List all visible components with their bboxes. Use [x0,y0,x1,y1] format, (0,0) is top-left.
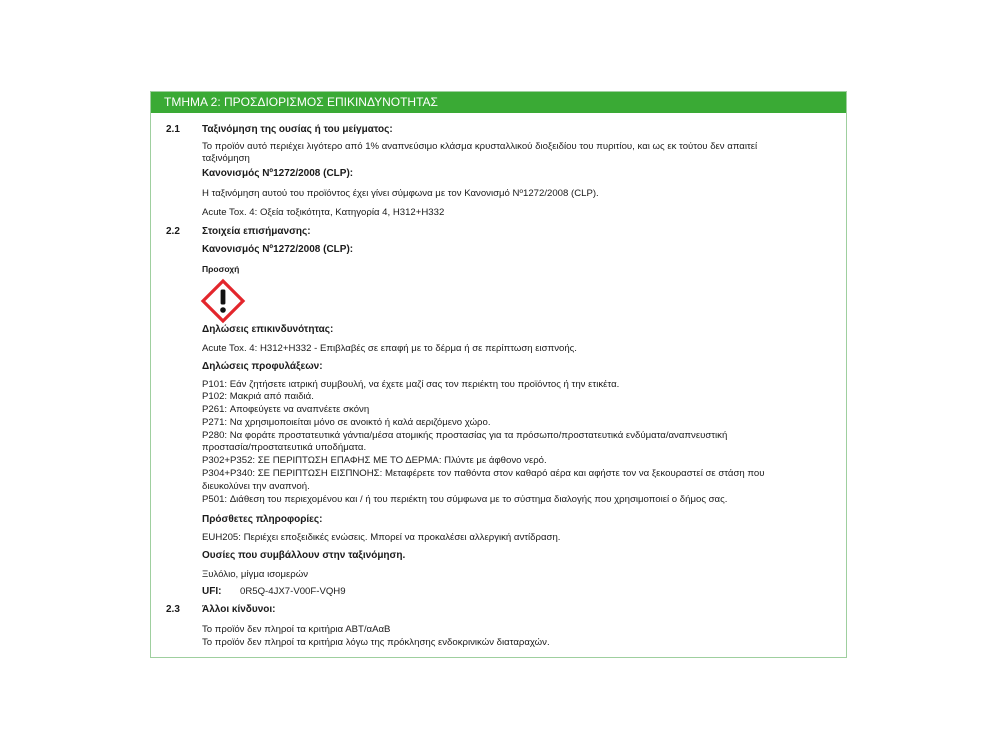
section-number-2-2: 2.2 [166,226,180,237]
section-number-2-1: 2.1 [166,124,180,135]
sds-section-2 [150,91,847,658]
precaution-p280-cont: προστασία/προστατευτικά υποδήματα. [202,442,367,453]
precaution-p261: P261: Αποφεύγετε να αναπνέετε σκόνη [202,404,370,415]
classification-text-line2: ταξινόμηση [202,153,250,164]
clp-heading-2-2: Κανονισμός Nº1272/2008 (CLP): [202,244,354,255]
precaution-p501: P501: Διάθεση του περιεχομένου και / ή του περιέκτη του σύμφωνα με το σύστημα διαλογής που χρησιμοποιεί ο δήμος σας. [202,494,728,505]
precaution-p302-p352: P302+P352: ΣΕ ΠΕΡΙΠΤΩΣΗ ΕΠΑΦΗΣ ΜΕ ΤΟ ΔΕΡΜΑ: Πλύντε με άφθονο νερό. [202,455,547,466]
classification-heading: Ταξινόμηση της ουσίας ή του μείγματος: [202,124,393,135]
contributing-substances-heading: Ουσίες που συμβάλλουν στην ταξινόμηση. [202,550,406,561]
other-hazards-line1: Το προϊόν δεν πληροί τα κριτήρια ΑΒΤ/αΑαΒ [202,624,391,635]
hazard-statements-heading: Δηλώσεις επικινδυνότητας: [202,324,334,335]
precaution-p280: P280: Να φοράτε προστατευτικά γάντια/μέσα ατομικής προστασίας για τα πρόσωπο/προστατευτικά ενδύματα/αναπνευστική [202,430,728,441]
other-hazards-line2: Το προϊόν δεν πληροί τα κριτήρια λόγω της πρόκλησης ενδοκρινικών διαταραχών. [202,637,550,648]
precaution-p304-p340-cont: διευκολύνει την αναπνοή. [202,481,310,492]
additional-info-heading: Πρόσθετες πληροφορίες: [202,514,323,525]
hazard-statement: Acute Tox. 4: H312+H332 - Επιβλαβές σε επαφή με το δέρμα ή σε περίπτωση εισπνοής. [202,343,577,354]
label-elements-heading: Στοιχεία επισήμανσης: [202,226,311,237]
ufi-label: UFI: [202,586,222,597]
signal-word: Προσοχή [202,264,240,274]
classification-text-line1: Το προϊόν αυτό περιέχει λιγότερο από 1% αναπνεύσιμο κλάσμα κρυσταλλικού διοξειδίου του πυριτίου, και ως εκ τούτου δεν απαιτεί [202,141,758,152]
acute-tox-classification: Acute Tox. 4: Οξεία τοξικότητα, Κατηγορία 4, H312+H332 [202,207,445,218]
precautionary-statements-heading: Δηλώσεις προφυλάξεων: [202,361,323,372]
ufi-value: 0R5Q-4JX7-V00F-VQH9 [240,586,346,597]
section-number-2-3: 2.3 [166,604,180,615]
clp-text: Η ταξινόμηση αυτού του προϊόντος έχει γίνει σύμφωνα με τον Κανονισμό Nº1272/2008 (CLP). [202,188,599,199]
contributing-substances-text: Ξυλόλιο, μίγμα ισομερών [202,569,309,580]
exclamation-mark-hazard-icon [200,278,246,324]
precaution-p271: P271: Να χρησιμοποιείται μόνο σε ανοικτό ή καλά αεριζόμενο χώρο. [202,417,491,428]
precaution-p304-p340: P304+P340: ΣΕ ΠΕΡΙΠΤΩΣΗ ΕΙΣΠΝΟΗΣ: Μεταφέρετε τον παθόντα στον καθαρό αέρα και αφήστε τον να ξεκουραστεί σε στάση που [202,468,765,479]
additional-info-text: EUH205: Περιέχει εποξειδικές ενώσεις. Μπορεί να προκαλέσει αλλεργική αντίδραση. [202,532,561,543]
clp-heading-2-1: Κανονισμός Nº1272/2008 (CLP): [202,168,354,179]
section-title: ΤΜΗΜΑ 2: ΠΡΟΣΔΙΟΡΙΣΜΟΣ ΕΠΙΚΙΝΔΥΝΟΤΗΤΑΣ [151,92,846,113]
precaution-p101: P101: Εάν ζητήσετε ιατρική συμβουλή, να έχετε μαζί σας τον περιέκτη του προϊόντος ή την ετικέτα. [202,379,620,390]
other-hazards-heading: Άλλοι κίνδυνοι: [202,604,276,615]
precaution-p102: P102: Μακριά από παιδιά. [202,391,314,402]
